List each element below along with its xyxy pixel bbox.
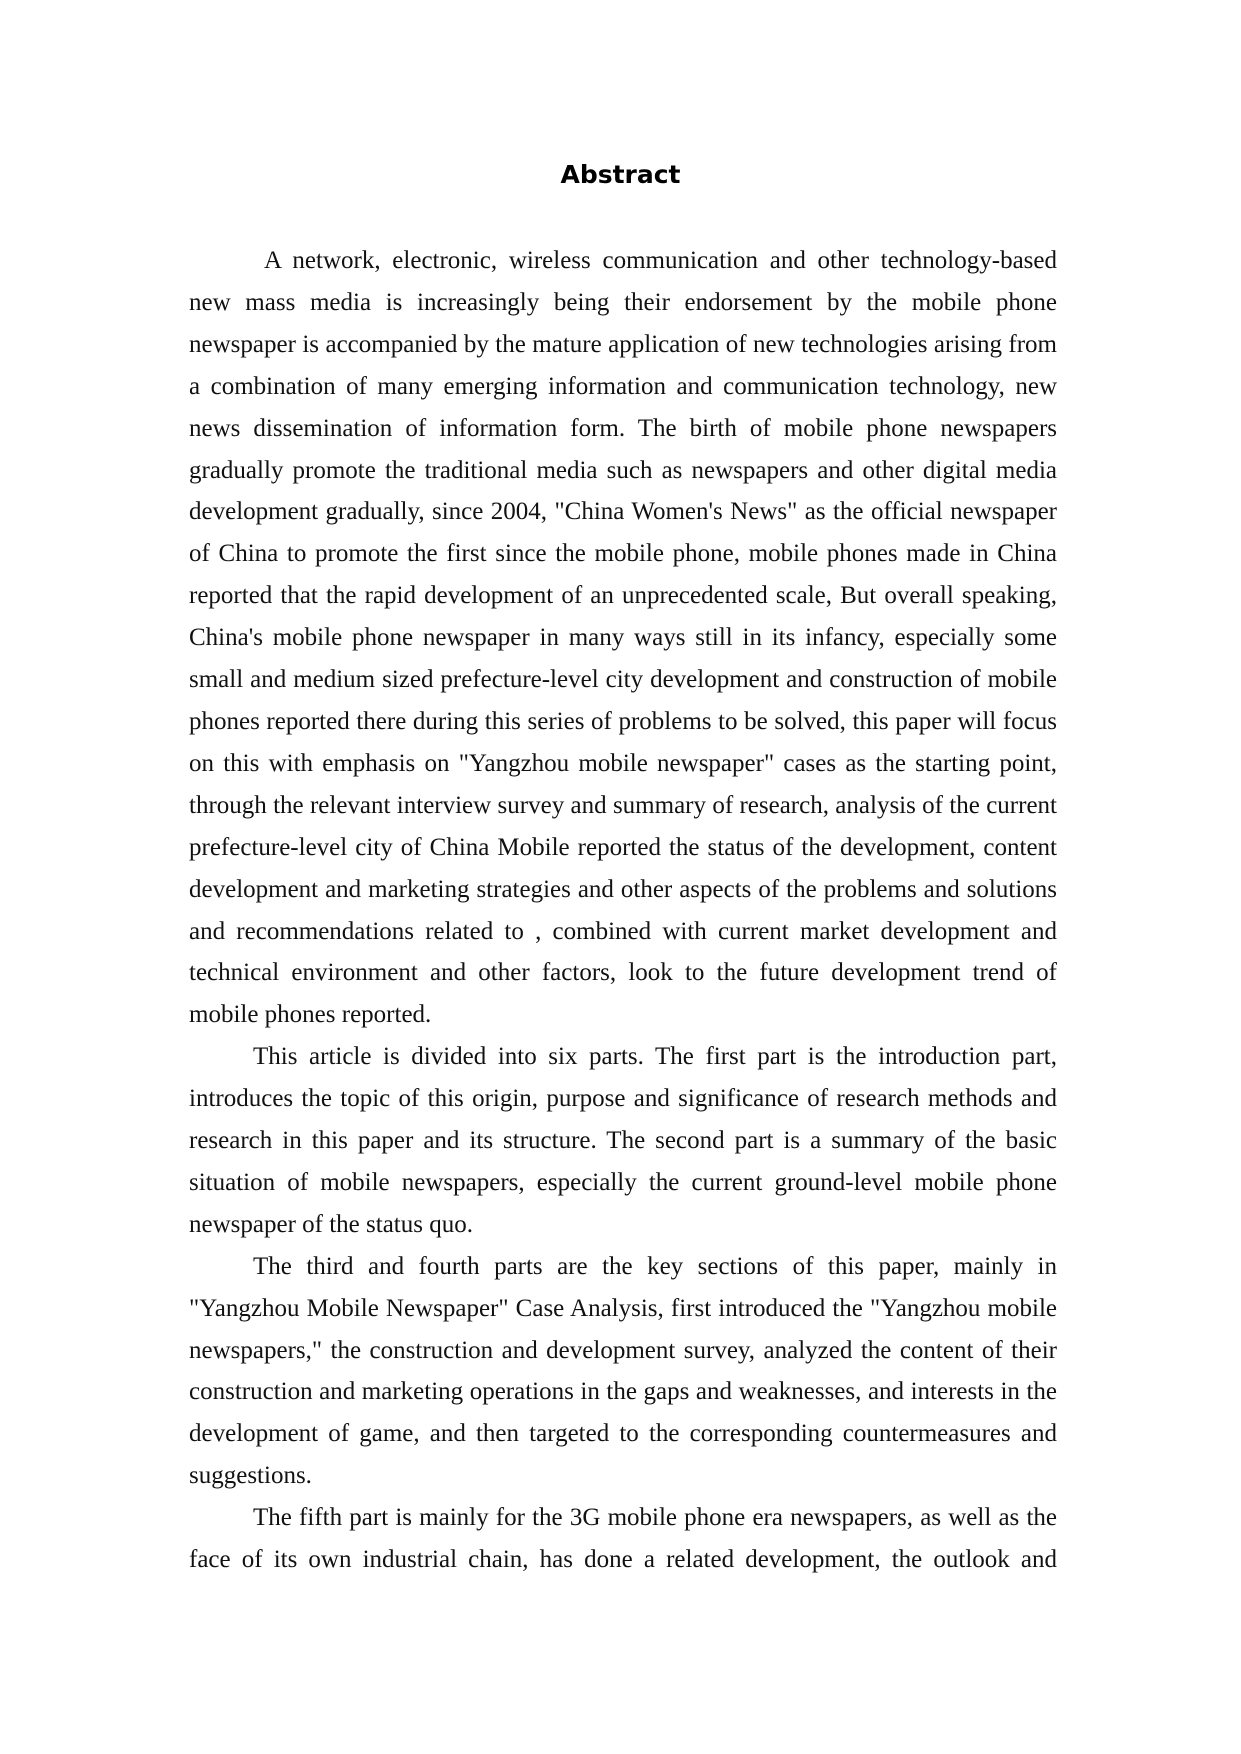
abstract-body — [189, 240, 1057, 1581]
abstract-paragraph-1: A network, electronic, wireless communication and other technology-based new mass media is increasingly being their endorsement by the mobile phone newspaper is accompanied by the mature application of new technologies arising from a combination of many emerging information and communication technology, new news dissemination of information form. The birth of mobile phone newspapers gradually promote the traditional media such as newspapers and other digital media development gradually, since 2004, "China Women's News" as the official newspaper of China to promote the first since the mobile phone, mobile phones made in China reported that the rapid development of an unprecedented scale, But overall speaking, China's mobile phone newspaper in many ways still in its infancy, especially some small and medium sized prefecture-level city development and construction of mobile phones reported there during this series of problems to be solved, this paper will focus on this with emphasis on "Yangzhou mobile newspaper" cases as the starting point, through the relevant interview survey and summary of research, analysis of the current prefecture-level city of China Mobile reported the status of the development, content development and marketing strategies and other aspects of the problems and solutions and recommendations related to , combined with current market development and technical environment and other factors, look to the future development trend of mobile phones reported. — [189, 247, 1057, 1029]
abstract-paragraph-3: The third and fourth parts are the key sections of this paper, mainly in "Yangzhou Mobile Newspaper" Case Analysis, first introduced the "Yangzhou mobile newspapers," the construction and development survey, analyzed the content of their construction and marketing operations in the gaps and weaknesses, and interests in the development of game, and then targeted to the corresponding countermeasures and suggestions. — [189, 1252, 1057, 1490]
abstract-paragraph-4: The fifth part is mainly for the 3G mobile phone era newspapers, as well as the face of its own industrial chain, has done a related development, the outlook and — [189, 1504, 1057, 1574]
abstract-title: Abstract — [560, 160, 681, 189]
abstract-paragraph-2: This article is divided into six parts. The first part is the introduction part, introduces the topic of this origin, purpose and significance of research methods and research in this paper and its structure. The second part is a summary of the basic situation of mobile newspapers, especially the current ground-level mobile phone newspaper of the status quo. — [189, 1043, 1057, 1238]
